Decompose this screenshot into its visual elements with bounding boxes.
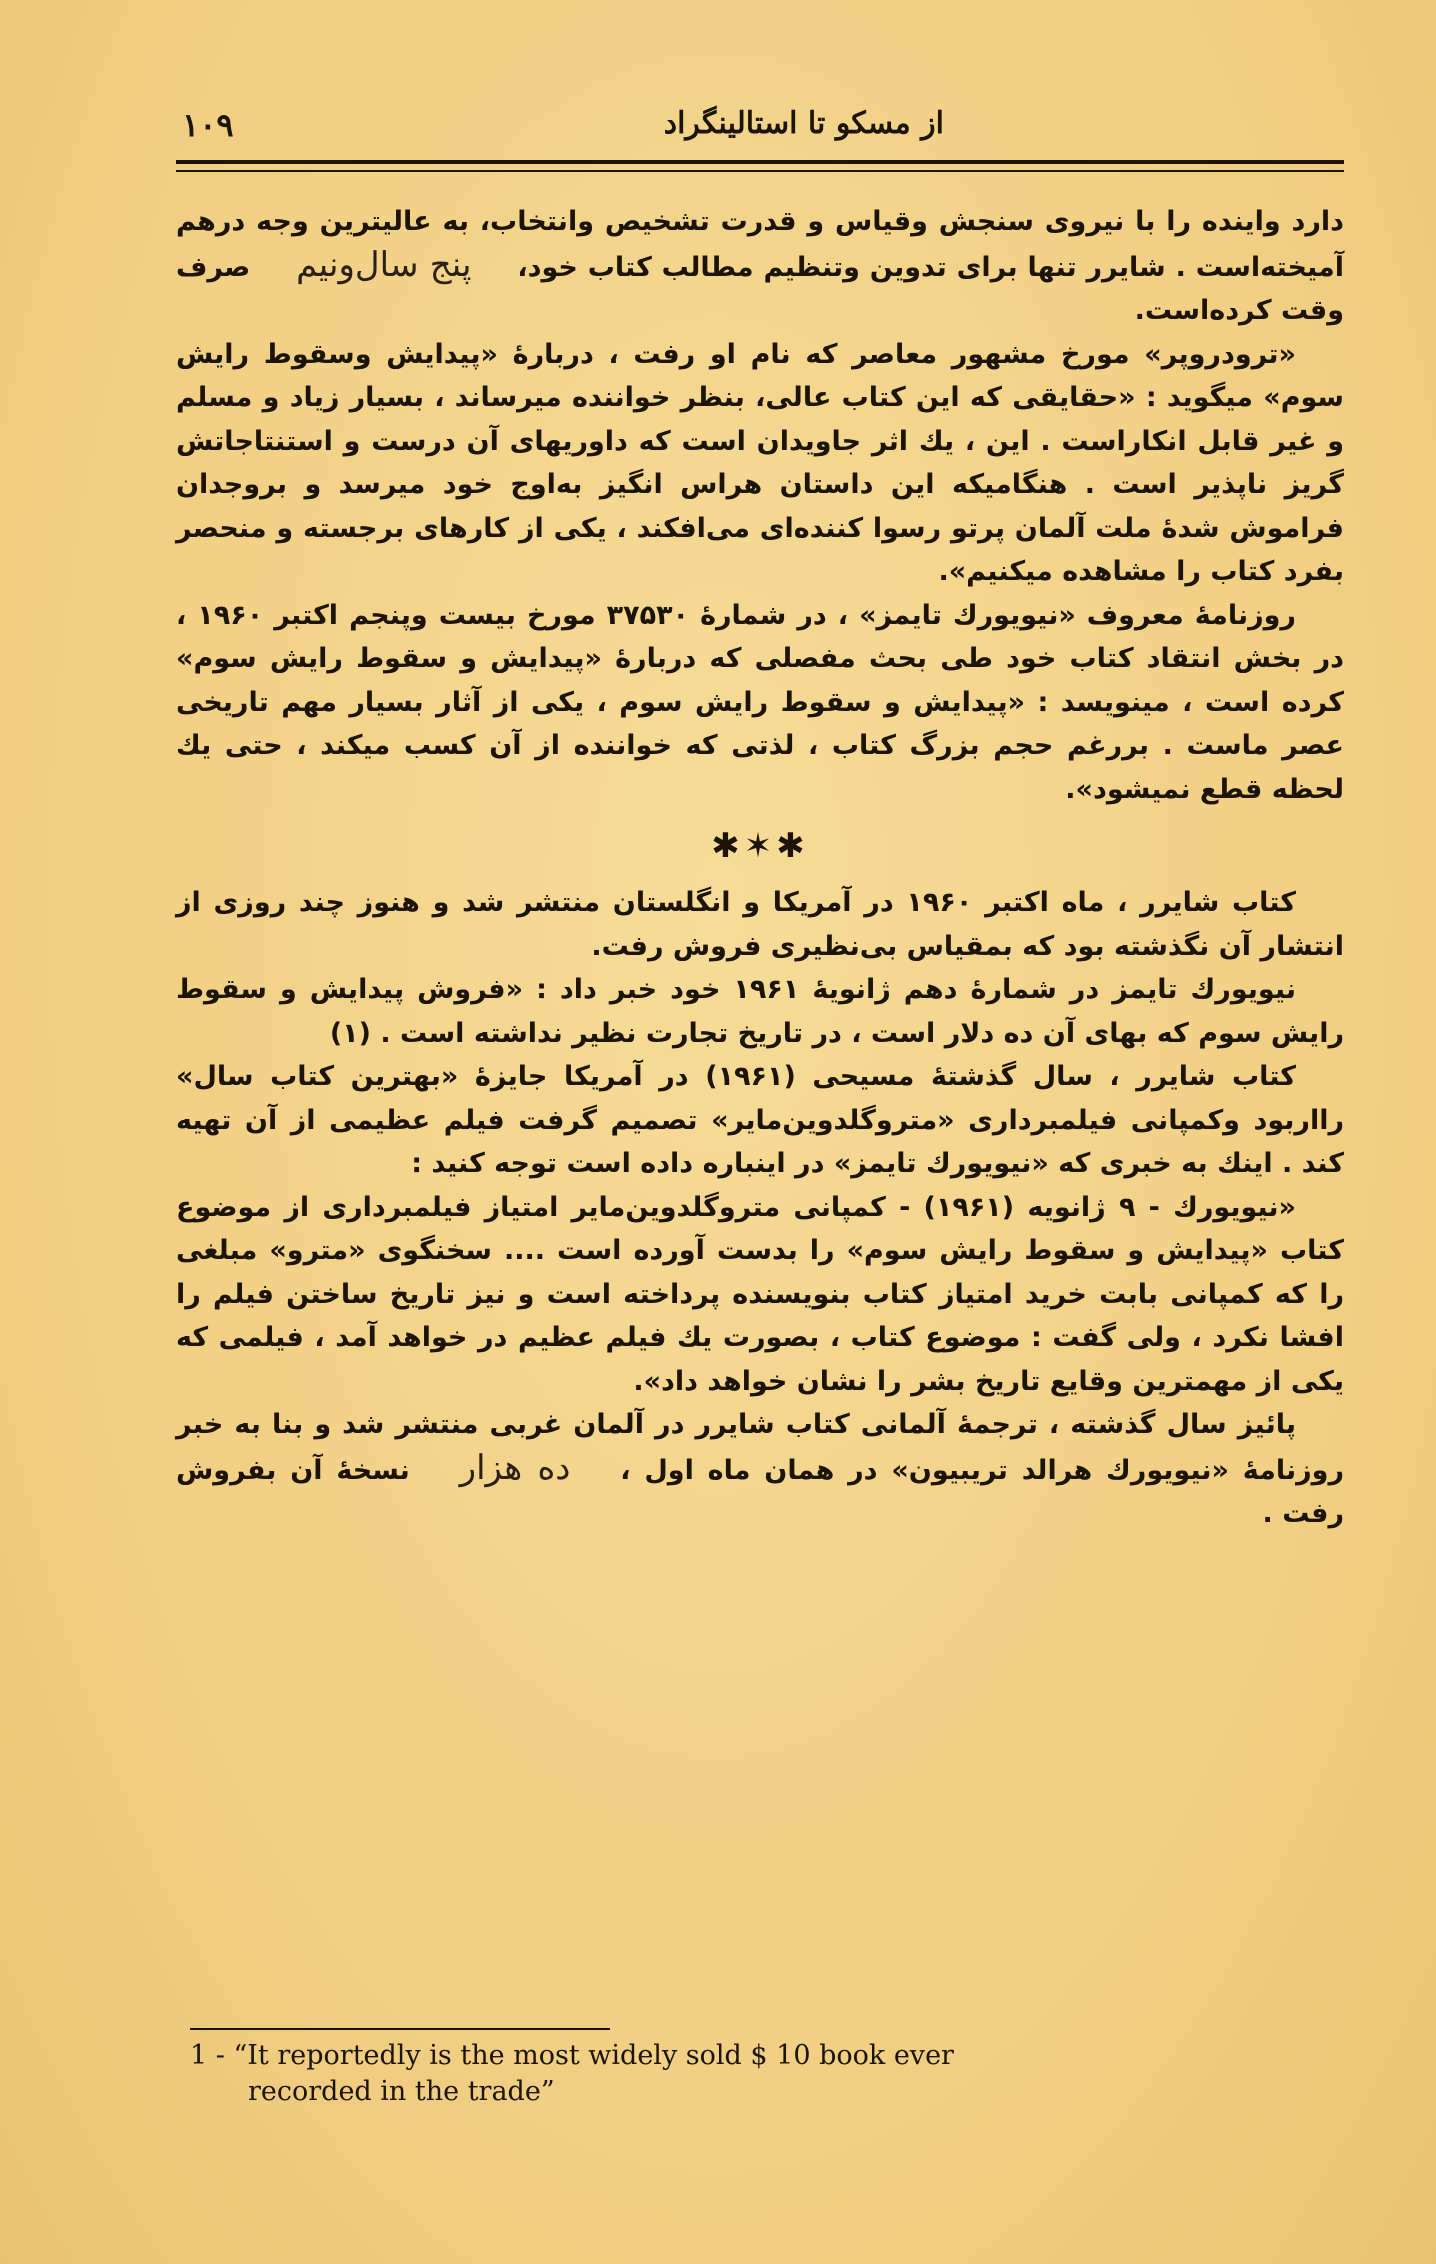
handwritten-duration: پنج سال‌ونیم [296,244,472,285]
footnote [190,2038,1190,2110]
header-rule-thin [176,170,1344,172]
header-rule-thick [176,160,1344,164]
page-number: ۱۰۹ [182,106,234,144]
paragraph-1-end: صرف وقت کرده‌است. [176,251,1344,326]
paragraph-4: کتاب شایرر ، ماه اکتبر ۱۹۶۰ در آمریکا و انگلستان منتشر شد و هنوز چند روزی از انتشار آن نگذشته بود که بمقیاس بی‌نظیری فروش رفت. [176,887,1344,962]
section-divider: ✱✶✱ [711,826,809,866]
paragraph-2: «ترودروپر» مورخ مشهور معاصر که نام او رفت ، دربارهٔ «پیدایش وسقوط رایش سوم» میگوید : «حقایقی که این کتاب عالی، بنظر خواننده میرساند ، بسیار زیاد و مسلم و غیر قابل انکاراست . این ، یك اثر جاویدان است که داوریهای آن درست و استنتاجاتش گریز ناپذیر است . هنگامیکه این داستان هراس انگیز به‌اوج خود میرسد و بروجدان فراموش شدهٔ ملت آلمان پرتو رسوا کننده‌ای می‌افکند ، یکی از کارهای برجسته و منحصر بفرد کتاب را مشاهده میکنیم». [176,338,1344,587]
footnote-line-2: recorded in the trade” [248,2076,555,2107]
running-title: از مسکو تا استالینگراد [663,106,944,141]
handwritten-count: ده هزار [459,1447,571,1488]
footnote-line-1: 1 - “It reportedly is the most widely sold $ 10 book ever [190,2040,954,2071]
paragraph-1-start: دارد واینده را با نیروی سنجش وقیاس و قدرت تشخیص وانتخاب، به عالیترین وجه درهم آمیخته‌است . شایرر تنها برای تدوین وتنظیم مطالب کتاب خود، [176,206,1344,283]
paragraph-1 [176,200,1344,333]
page-header [176,98,1344,158]
paragraph-7: «نیویورك - ۹ ژانویه (۱۹۶۱) - کمپانی متروگلدوین‌مایر امتیاز فیلمبرداری از موضوع کتاب «پیدایش و سقوط رایش سوم» را بدست آورده است .... سخنگوی «مترو» مبلغی را که کمپانی بابت خرید امتیاز کتاب بنویسنده پرداخته است و نیز تاریخ ساختن فیلم را افشا نکرد ، ولی گفت : موضوع کتاب ، بصورت یك فیلم عظیم در خواهد آمد ، فیلمی که یکی از مهمترین وقایع تاریخ بشر را نشان خواهد داد». [176,1191,1344,1397]
paragraph-3: روزنامهٔ معروف «نیویورك تایمز» ، در شمارهٔ ۳۷۵۳۰ مورخ بیست وپنجم اکتبر ۱۹۶۰ ، در بخش انتقاد کتاب خود طی بحث مفصلی که دربارهٔ «پیدایش و سقوط رایش سوم» کرده است ، مینویسد : «پیدایش و سقوط رایش سوم ، یکی از آثار بسیار مهم تاریخی عصر ماست . بررغم حجم بزرگ کتاب ، لذتی که خواننده از آن کسب میکند ، حتی یك لحظه قطع نمیشود». [176,599,1344,805]
paragraph-6: کتاب شایرر ، سال گذشتهٔ مسیحی (۱۹۶۱) در آمریکا جایزهٔ «بهترین کتاب سال» رااربود وکمپانی فیلمبرداری «متروگلدوین‌مایر» تصمیم گرفت فیلم عظیمی از آن تهیه کند . اینك به خبری که «نیویورك تایمز» در اینباره داده است توجه کنید : [176,1061,1344,1179]
paragraph-8 [176,1403,1344,1536]
footnote-rule [190,2028,610,2030]
paragraph-5: نیویورك تایمز در شمارهٔ دهم ژانویهٔ ۱۹۶۱ خود خبر داد : «فروش پیدایش و سقوط رایش سوم که بهای آن ده دلار است ، در تاریخ تجارت نظیر نداشته است . (۱) [176,974,1344,1049]
paragraph-8-start: پائیز سال گذشته ، ترجمهٔ آلمانی کتاب شایرر در آلمان غربی منتشر شد و بنا به خبر روزنامهٔ «نیویورك هرالد تریبیون» در همان ماه اول ، [176,1409,1345,1486]
body-text [176,200,1344,1536]
paragraph-8-end: نسخهٔ آن بفروش رفت . [176,1454,1344,1529]
